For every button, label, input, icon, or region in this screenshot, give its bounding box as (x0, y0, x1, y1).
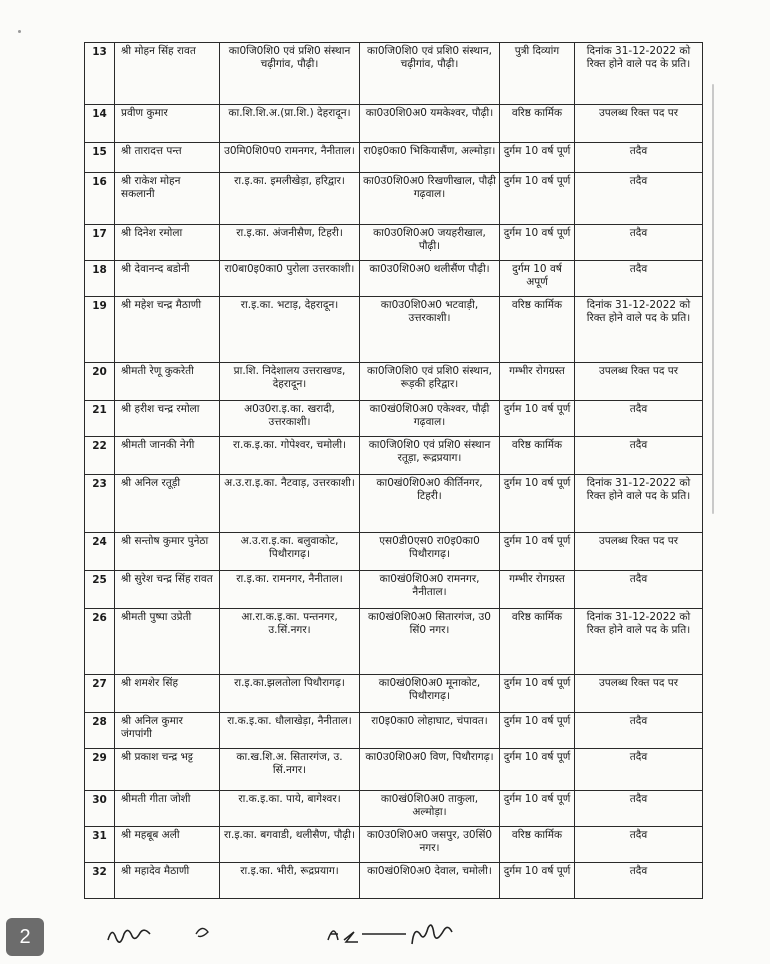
table-row (85, 437, 703, 475)
employee-name-cell: श्री महबूब अली (115, 827, 220, 863)
transfer-table (84, 42, 703, 899)
employee-name-cell: श्री सुरेश चन्द्र सिंह रावत (115, 571, 220, 609)
new-posting-cell: का0उ0शि0अ0 जयहरीखाल, पौढ़ी। (360, 225, 500, 261)
table-row (85, 475, 703, 533)
employee-name-cell: श्री महेश चन्द्र मैठाणी (115, 297, 220, 363)
remark-cell: तदैव (575, 571, 703, 609)
table-row (85, 713, 703, 749)
new-posting-cell: एस0डी0एस0 रा0इ0का0 पिथौरागढ़। (360, 533, 500, 571)
new-posting-cell: का0खं0शि0अ0 ताकुला, अल्मोड़ा। (360, 791, 500, 827)
reason-cell: दुर्गम 10 वर्ष पूर्ण (500, 675, 575, 713)
current-posting-cell: रा.इ.का. बगवाडी, थलीसैण, पौढ़ी। (220, 827, 360, 863)
employee-name-cell: श्रीमती रेणू कुकरेती (115, 363, 220, 401)
reason-cell: दुर्गम 10 वर्ष अपूर्ण (500, 261, 575, 297)
remark-cell: तदैव (575, 401, 703, 437)
reason-cell: पुत्री दिव्यांग (500, 43, 575, 105)
transfer-table-body (85, 43, 703, 899)
serial-number-cell: 17 (85, 225, 115, 261)
remark-cell: दिनांक 31-12-2022 को रिक्त होने वाले पद के प्रति। (575, 609, 703, 675)
current-posting-cell: रा.क.इ.का. गोपेश्वर, चमोली। (220, 437, 360, 475)
remark-cell: तदैव (575, 173, 703, 225)
reason-cell: वरिष्ठ कार्मिक (500, 297, 575, 363)
table-row (85, 675, 703, 713)
remark-cell: तदैव (575, 713, 703, 749)
reason-cell: दुर्गम 10 वर्ष पूर्ण (500, 401, 575, 437)
serial-number-cell: 27 (85, 675, 115, 713)
new-posting-cell: का0खं0शि0अ0 एकेश्वर, पौढ़ी गढ़वाल। (360, 401, 500, 437)
remark-cell: तदैव (575, 143, 703, 173)
serial-number-cell: 23 (85, 475, 115, 533)
reason-cell: वरिष्ठ कार्मिक (500, 609, 575, 675)
new-posting-cell: का0उ0शि0अ0 भटवाड़ी, उत्तरकाशी। (360, 297, 500, 363)
serial-number-cell: 13 (85, 43, 115, 105)
table-row (85, 749, 703, 791)
signature-2 (322, 918, 472, 952)
serial-number-cell: 24 (85, 533, 115, 571)
current-posting-cell: रा.इ.का. इमलीखेड़ा, हरिद्वार। (220, 173, 360, 225)
serial-number-cell: 31 (85, 827, 115, 863)
reason-cell: दुर्गम 10 वर्ष पूर्ण (500, 533, 575, 571)
table-row (85, 43, 703, 105)
serial-number-cell: 32 (85, 863, 115, 899)
current-posting-cell: का.ख.शि.अ. सितारगंज, उ. सिं.नगर। (220, 749, 360, 791)
table-row (85, 297, 703, 363)
current-posting-cell: रा.इ.का. रामनगर, नैनीताल। (220, 571, 360, 609)
table-row (85, 225, 703, 261)
remark-cell: तदैव (575, 261, 703, 297)
table-row (85, 105, 703, 143)
remark-cell: दिनांक 31-12-2022 को रिक्त होने वाले पद के प्रति। (575, 297, 703, 363)
table-row (85, 261, 703, 297)
current-posting-cell: प्रा.शि. निदेशालय उत्तराखण्ड, देहरादून। (220, 363, 360, 401)
serial-number-cell: 21 (85, 401, 115, 437)
employee-name-cell: श्रीमती पुष्पा उप्रेती (115, 609, 220, 675)
current-posting-cell: का0जि0शि0 एवं प्रशि0 संस्थान चढ़ीगांव, पौढ़ी। (220, 43, 360, 105)
serial-number-cell: 14 (85, 105, 115, 143)
new-posting-cell: का0खं0शि0अ0 कीर्तिनगर, टिहरी। (360, 475, 500, 533)
serial-number-cell: 15 (85, 143, 115, 173)
table-row (85, 533, 703, 571)
current-posting-cell: रा.इ.का. अंजनीसैण, टिहरी। (220, 225, 360, 261)
remark-cell: उपलब्ध रिक्त पद पर (575, 533, 703, 571)
remark-cell: तदैव (575, 863, 703, 899)
new-posting-cell: का0उ0शि0अ0 जसपुर, उ0सिं0 नगर। (360, 827, 500, 863)
remark-cell: उपलब्ध रिक्त पद पर (575, 675, 703, 713)
new-posting-cell: का0उ0शि0अ0 यमकेश्वर, पौढ़ी। (360, 105, 500, 143)
serial-number-cell: 18 (85, 261, 115, 297)
table-row (85, 143, 703, 173)
new-posting-cell: का0जि0शि0 एवं प्रशि0 संस्थान, चढ़ीगांव, पौढ़ी। (360, 43, 500, 105)
serial-number-cell: 19 (85, 297, 115, 363)
employee-name-cell: श्री महादेव मैठाणी (115, 863, 220, 899)
current-posting-cell: अ.उ.रा.इ.का. बलुवाकोट, पिथौरागढ़। (220, 533, 360, 571)
employee-name-cell: श्री हरीश चन्द्र रमोला (115, 401, 220, 437)
employee-name-cell: श्री मोहन सिंह रावत (115, 43, 220, 105)
employee-name-cell: श्री दिनेश रमोला (115, 225, 220, 261)
reason-cell: वरिष्ठ कार्मिक (500, 437, 575, 475)
reason-cell: वरिष्ठ कार्मिक (500, 827, 575, 863)
remark-cell: तदैव (575, 225, 703, 261)
current-posting-cell: उ0मि0शि0प0 रामनगर, नैनीताल। (220, 143, 360, 173)
employee-name-cell: श्री देवानन्द बडोनी (115, 261, 220, 297)
table-row (85, 401, 703, 437)
remark-cell: दिनांक 31-12-2022 को रिक्त होने वाले पद के प्रति। (575, 475, 703, 533)
table-row (85, 863, 703, 899)
scrollbar[interactable] (712, 84, 714, 514)
remark-cell: उपलब्ध रिक्त पद पर (575, 363, 703, 401)
serial-number-cell: 26 (85, 609, 115, 675)
current-posting-cell: अ.उ.रा.इ.का. नैटवाड़, उत्तरकाशी। (220, 475, 360, 533)
current-posting-cell: रा.इ.का. भीरी, रूद्रप्रयाग। (220, 863, 360, 899)
serial-number-cell: 20 (85, 363, 115, 401)
current-posting-cell: अ0उ0रा.इ.का. खरादी, उत्तरकाशी। (220, 401, 360, 437)
remark-cell: उपलब्ध रिक्त पद पर (575, 105, 703, 143)
reason-cell: दुर्गम 10 वर्ष पूर्ण (500, 713, 575, 749)
reason-cell: वरिष्ठ कार्मिक (500, 105, 575, 143)
table-row (85, 791, 703, 827)
current-posting-cell: आ.रा.क.इ.का. पन्तनगर, उ.सिं.नगर। (220, 609, 360, 675)
remark-cell: दिनांक 31-12-2022 को रिक्त होने वाले पद के प्रति। (575, 43, 703, 105)
remark-cell: तदैव (575, 437, 703, 475)
remark-cell: तदैव (575, 827, 703, 863)
remark-cell: तदैव (575, 791, 703, 827)
employee-name-cell: श्री प्रकाश चन्द्र भट्ट (115, 749, 220, 791)
reason-cell: गम्भीर रोगग्रस्त (500, 571, 575, 609)
remark-cell: तदैव (575, 749, 703, 791)
new-posting-cell: का0खं0शि0अ0 मूनाकोट, पिथौरागढ़। (360, 675, 500, 713)
new-posting-cell: का0उ0शि0अ0 विण, पिथौरागढ़। (360, 749, 500, 791)
reason-cell: गम्भीर रोगग्रस्त (500, 363, 575, 401)
table-row (85, 827, 703, 863)
current-posting-cell: रा.इ.का. भटाड़, देहरादून। (220, 297, 360, 363)
reason-cell: दुर्गम 10 वर्ष पूर्ण (500, 225, 575, 261)
serial-number-cell: 30 (85, 791, 115, 827)
employee-name-cell: श्री अनिल रतूड़ी (115, 475, 220, 533)
reason-cell: दुर्गम 10 वर्ष पूर्ण (500, 749, 575, 791)
employee-name-cell: श्री तारादत्त पन्त (115, 143, 220, 173)
reason-cell: दुर्गम 10 वर्ष पूर्ण (500, 143, 575, 173)
serial-number-cell: 29 (85, 749, 115, 791)
current-posting-cell: का.शि.शि.अ.(प्रा.शि.) देहरादून। (220, 105, 360, 143)
reason-cell: दुर्गम 10 वर्ष पूर्ण (500, 475, 575, 533)
table-row (85, 173, 703, 225)
new-posting-cell: का0खं0शि0अ0 देवाल, चमोली। (360, 863, 500, 899)
serial-number-cell: 22 (85, 437, 115, 475)
employee-name-cell: श्री राकेश मोहन सकलानी (115, 173, 220, 225)
new-posting-cell: रा0इ0का0 लोहाघाट, चंपावत। (360, 713, 500, 749)
current-posting-cell: रा.क.इ.का. पाये, बागेश्वर। (220, 791, 360, 827)
table-row (85, 571, 703, 609)
employee-name-cell: प्रवीण कुमार (115, 105, 220, 143)
employee-name-cell: श्रीमती जानकी नेगी (115, 437, 220, 475)
current-posting-cell: रा.इ.का.झलतोला पिथौरागढ़। (220, 675, 360, 713)
current-posting-cell: रा0बा0इ0का0 पुरोला उत्तरकाशी। (220, 261, 360, 297)
signature-1 (104, 918, 224, 948)
table-row (85, 363, 703, 401)
serial-number-cell: 16 (85, 173, 115, 225)
reason-cell: दुर्गम 10 वर्ष पूर्ण (500, 863, 575, 899)
new-posting-cell: का0खं0शि0अ0 सितारगंज, उ0 सिं0 नगर। (360, 609, 500, 675)
reason-cell: दुर्गम 10 वर्ष पूर्ण (500, 791, 575, 827)
current-posting-cell: रा.क.इ.का. धौलाखेड़ा, नैनीताल। (220, 713, 360, 749)
new-posting-cell: का0उ0शि0अ0 थलीसैंण पौढ़ी। (360, 261, 500, 297)
page-number-badge: 2 (6, 918, 44, 956)
employee-name-cell: श्रीमती गीता जोशी (115, 791, 220, 827)
new-posting-cell: का0जि0शि0 एवं प्रशि0 संस्थान, रूड़की हरिद्वार। (360, 363, 500, 401)
new-posting-cell: रा0इ0का0 भिकियासैंण, अल्मोड़ा। (360, 143, 500, 173)
new-posting-cell: का0खं0शि0अ0 रामनगर, नैनीताल। (360, 571, 500, 609)
employee-name-cell: श्री अनिल कुमार जंगपांगी (115, 713, 220, 749)
serial-number-cell: 28 (85, 713, 115, 749)
employee-name-cell: श्री सन्तोष कुमार पुनेठा (115, 533, 220, 571)
table-row (85, 609, 703, 675)
serial-number-cell: 25 (85, 571, 115, 609)
new-posting-cell: का0जि0शि0 एवं प्रशि0 संस्थान रतूड़ा, रूद्रप्रयाग। (360, 437, 500, 475)
new-posting-cell: का0उ0शि0अ0 रिखणीखाल, पौढ़ी गढ़वाल। (360, 173, 500, 225)
speck (18, 30, 21, 33)
employee-name-cell: श्री शमशेर सिंह (115, 675, 220, 713)
reason-cell: दुर्गम 10 वर्ष पूर्ण (500, 173, 575, 225)
